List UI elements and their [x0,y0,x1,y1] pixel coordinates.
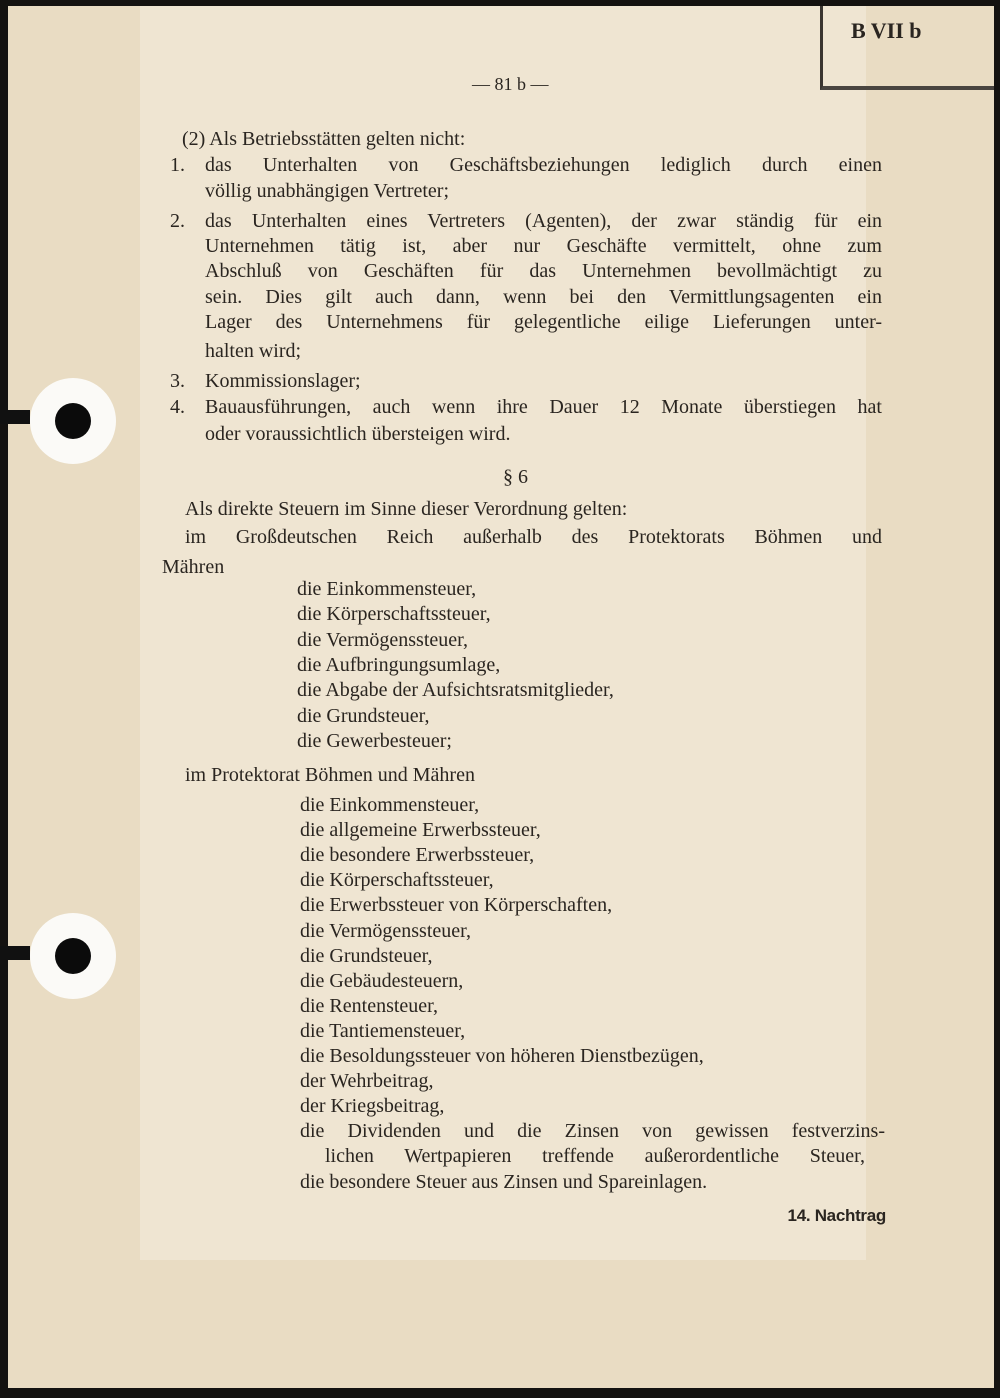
punch-hole-icon [30,378,116,464]
supplement-label: 14. Nachtrag [787,1206,886,1225]
subsection-intro: im Großdeutschen Reich außerhalb des Protektorats Böhmen und [185,526,882,548]
list-number: 4. [170,396,185,418]
list-item-line: Abschluß von Geschäften für das Unternehmen bevollmächtigt zu [205,260,882,282]
tax-item: der Wehrbeitrag, [300,1070,434,1093]
tax-item: die besondere Erwerbssteuer, [300,844,535,867]
list-item-line: das Unterhalten eines Vertreters (Agenten), der zwar ständig für ein [205,210,882,232]
tax-item: die besondere Steuer aus Zinsen und Spareinlagen. [300,1170,708,1193]
tax-item: lichen Wertpapieren treffende außerordentliche Steuer, [325,1145,865,1168]
tax-item: die Erwerbssteuer von Körperschaften, [300,894,613,917]
tax-item: die Einkommensteuer, [297,578,477,600]
list-item-line: völlig unabhängigen Vertreter; [205,180,450,202]
tax-item: die Rentensteuer, [300,994,439,1017]
subsection-intro: Mähren [162,556,225,578]
tax-item: die Vermögenssteuer, [297,628,469,651]
tax-item: der Kriegsbeitrag, [300,1095,445,1118]
tax-item: die Dividenden und die Zinsen von gewissen festverzins- [300,1120,885,1143]
section-tab [820,6,994,90]
tax-item: die Vermögenssteuer, [300,919,472,942]
tax-item: die Gewerbesteuer; [297,729,452,752]
list-item-line: sein. Dies gilt auch dann, wenn bei den Vermittlungsagenten ein [205,286,882,308]
list-number: 3. [170,370,185,392]
tax-item: die Aufbringungsumlage, [297,653,501,676]
tax-item: die Einkommensteuer, [300,794,480,816]
list-item-line: Unternehmen tätig ist, aber nur Geschäfte vermittelt, ohne zum [205,235,882,257]
tax-item: die Tantiemensteuer, [300,1019,466,1042]
tax-item: die Besoldungssteuer von höheren Dienstbezügen, [300,1045,704,1067]
list-item-line: Kommissionslager; [205,370,361,392]
tax-item: die Gebäudesteuern, [300,969,464,992]
binder-notch [0,410,30,424]
list-item-line: Bauausführungen, auch wenn ihre Dauer 12 Monate überstiegen hat [205,396,882,418]
page-number: — 81 b — [472,74,549,94]
section-intro: Als direkte Steuern im Sinne dieser Verordnung gelten: [185,498,628,520]
list-item-line: halten wird; [205,340,302,362]
list-item-line: oder voraussichtlich übersteigen wird. [205,423,511,445]
tax-item: die Abgabe der Aufsichtsratsmitglieder, [297,679,614,702]
punch-hole-icon [30,913,116,999]
paragraph-intro: (2) Als Betriebsstätten gelten nicht: [182,128,466,150]
tax-item: die Körperschaftssteuer, [300,869,494,892]
subsection-intro: im Protektorat Böhmen und Mähren [185,764,475,786]
list-item-line: Lager des Unternehmens für gelegentliche eilige Lieferungen unter- [205,311,882,333]
list-item-line: das Unterhalten von Geschäftsbeziehungen lediglich durch einen [205,154,882,176]
section-heading: § 6 [503,466,528,488]
tax-item: die allgemeine Erwerbssteuer, [300,819,541,842]
list-number: 1. [170,154,185,176]
binder-notch [0,946,30,960]
section-tab-label: B VII b [851,18,922,43]
tax-item: die Körperschaftssteuer, [297,603,491,626]
tax-item: die Grundsteuer, [300,944,433,967]
tax-item: die Grundsteuer, [297,704,430,727]
list-number: 2. [170,210,185,232]
